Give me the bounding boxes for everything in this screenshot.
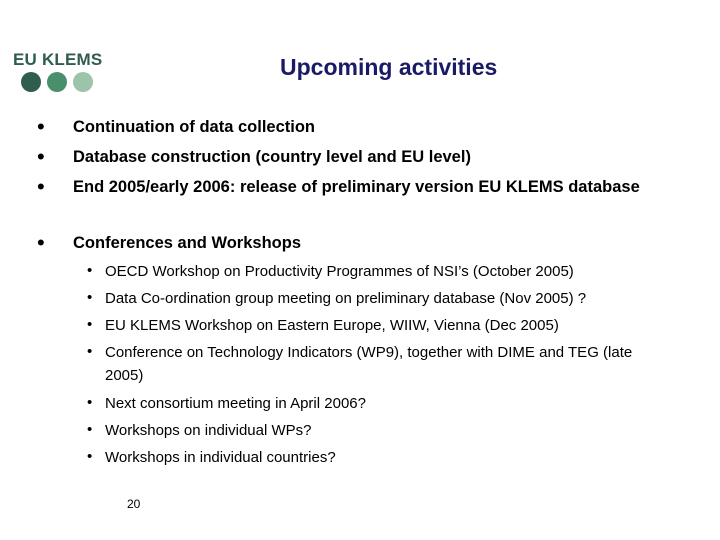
- sub-bullet-text: Workshops on individual WPs?: [105, 422, 312, 439]
- eu-klems-logo: [13, 50, 105, 96]
- sub-bullet-text: Next consortium meeting in April 2006?: [105, 395, 366, 412]
- sub-bullet-text: EU KLEMS Workshop on Eastern Europe, WIIW, Vienna (Dec 2005): [105, 317, 559, 334]
- sub-bullet-icon: •: [87, 448, 93, 465]
- bullet-icon: •: [37, 114, 45, 139]
- bullet-text: Continuation of data collection: [73, 118, 315, 136]
- logo-dot-3: [73, 72, 93, 92]
- bullet-icon: •: [37, 174, 45, 199]
- bullet-text: End 2005/early 2006: release of preliminary version EU KLEMS database: [73, 178, 640, 196]
- sub-bullet-text: Conference on Technology Indicators (WP9), together with DIME and TEG (late 2005): [105, 344, 633, 384]
- bullet-icon: •: [37, 230, 45, 255]
- sub-bullet-icon: •: [87, 343, 93, 360]
- bullet-text: Database construction (country level and EU level): [73, 148, 471, 166]
- logo-dot-1: [21, 72, 41, 92]
- slide-title: Upcoming activities: [280, 54, 498, 80]
- logo-text: EU KLEMS: [13, 50, 103, 69]
- bullet-text: Conferences and Workshops: [73, 234, 301, 252]
- bullet-icon: •: [37, 144, 45, 169]
- sub-bullet-icon: •: [87, 289, 93, 306]
- sub-bullet-icon: •: [87, 421, 93, 438]
- logo-dot-2: [47, 72, 67, 92]
- page-number: 20: [127, 497, 141, 511]
- sub-bullet-text: Data Co-ordination group meeting on preliminary database (Nov 2005) ?: [105, 290, 587, 307]
- sub-bullet-text: Workshops in individual countries?: [105, 449, 336, 466]
- sub-bullet-icon: •: [87, 262, 93, 279]
- sub-bullet-icon: •: [87, 394, 93, 411]
- sub-bullet-icon: •: [87, 316, 93, 333]
- sub-bullet-text: OECD Workshop on Productivity Programmes of NSI’s (October 2005): [105, 263, 574, 280]
